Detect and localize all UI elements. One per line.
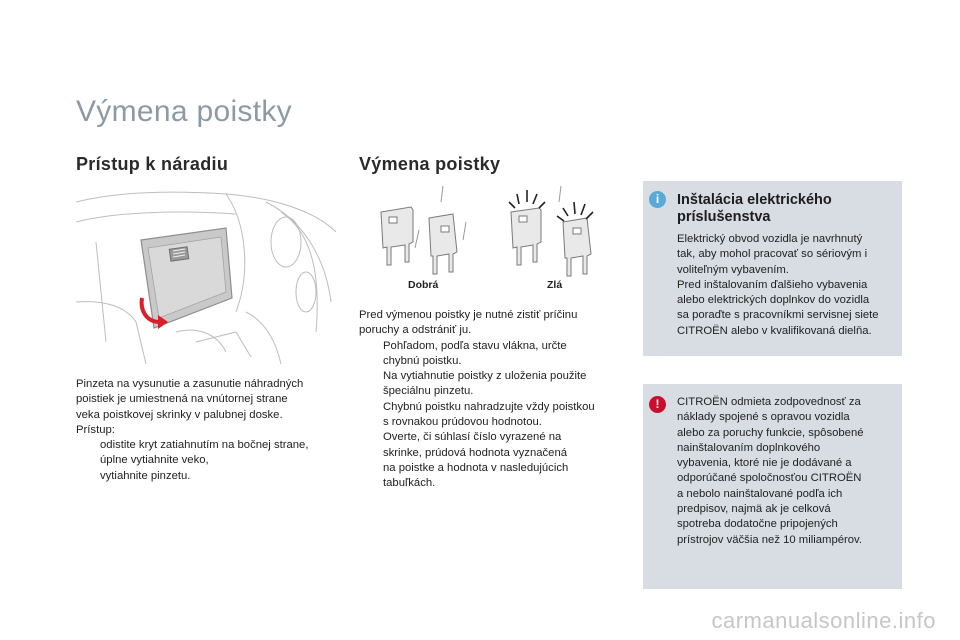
text-line: spotreba dodatočne pripojených bbox=[677, 518, 838, 531]
info-panel-title: Inštalácia elektrického príslušenstva bbox=[677, 192, 832, 225]
text-line: Pred výmenou poistky je nutné zistiť príčinu bbox=[359, 309, 578, 321]
warning-icon: ! bbox=[649, 396, 666, 413]
info-panel bbox=[643, 181, 902, 356]
text-line: nainštalovaním doplnkového bbox=[677, 441, 821, 454]
list-item: vytiahnite pinzetu. bbox=[100, 469, 191, 482]
text-line: sa poraďte s pracovníkmi servisnej siete bbox=[677, 309, 879, 322]
list-item: odistite kryt zatiahnutím na bočnej strane, bbox=[100, 439, 309, 452]
text-line: alebo za poruchy funkcie, spôsobené bbox=[677, 426, 864, 439]
fuse-label-good: Dobrá bbox=[408, 279, 439, 291]
text-line: odporúčané spoločnosťou CITROËN bbox=[677, 472, 862, 485]
text-line: vybavenia, ktoré nie je dodávané a bbox=[677, 457, 852, 470]
fuse-comparison-illustration bbox=[371, 182, 611, 294]
list-item: Chybnú poistku nahradzujte vždy poistkou s rovnakou prúdovou hodnotou. bbox=[383, 400, 595, 429]
page-title: Výmena poistky bbox=[76, 95, 292, 128]
tools-description bbox=[76, 377, 346, 484]
section-heading-fuse: Výmena poistky bbox=[359, 154, 501, 174]
text-line: tak, aby mohol pracovať so sériovým i bbox=[677, 248, 868, 261]
list-item: Overte, či súhlasí číslo vyrazené na skrinke, prúdová hodnota vyznačená na poistke a hodnota v nasledujúcich tabuľkách. bbox=[383, 431, 569, 490]
tools-steps-list bbox=[76, 438, 346, 484]
text-line: Pinzeta na vysunutie a zasunutie náhradných bbox=[76, 378, 304, 390]
fuse-instructions bbox=[359, 308, 629, 492]
text-line: alebo elektrických doplnkov do vozidla bbox=[677, 294, 870, 307]
text-line: CITROËN odmieta zodpovednosť za bbox=[677, 396, 861, 408]
info-panel-text bbox=[677, 232, 897, 339]
text-line: náklady spojené s opravou vozidla bbox=[677, 411, 850, 424]
list-item: Pohľadom, podľa stavu vlákna, určte chybnú poistku. bbox=[383, 339, 567, 367]
section-heading-tools: Prístup k náradiu bbox=[76, 154, 229, 174]
text-line: Pred inštalovaním ďalšieho vybavenia bbox=[677, 278, 868, 291]
warning-panel bbox=[643, 384, 902, 589]
fuse-steps-list bbox=[359, 339, 629, 492]
text-line: CITROËN alebo v kvalifikovaná dielňa. bbox=[677, 324, 872, 337]
list-item: Na vytiahnutie poistky z uloženia použite špeciálnu pinzetu. bbox=[383, 370, 587, 398]
text-line: prístrojov väčšia než 10 miliampérov. bbox=[677, 533, 863, 546]
text-line: Prístup: bbox=[76, 423, 115, 436]
text-line: Elektrický obvod vozidla je navrhnutý bbox=[677, 233, 863, 245]
list-item: úplne vytiahnite veko, bbox=[100, 454, 209, 467]
text-line: veka poistkovej skrinky v palubnej doske. bbox=[76, 408, 283, 421]
text-line: predpisov, najmä ak je celková bbox=[677, 503, 831, 516]
watermark: carmanualsonline.info bbox=[711, 608, 936, 633]
fuse-label-bad: Zlá bbox=[547, 279, 563, 291]
text-line: poruchy a odstrániť ju. bbox=[359, 324, 472, 337]
text-line: a nebolo nainštalované podľa ich bbox=[677, 487, 843, 500]
info-icon: i bbox=[649, 191, 666, 208]
text-line: poistiek je umiestnená na vnútornej strane bbox=[76, 393, 288, 406]
warning-panel-text bbox=[677, 395, 897, 548]
text-line: voliteľným vybavením. bbox=[677, 263, 789, 276]
glovebox-illustration bbox=[76, 182, 336, 364]
